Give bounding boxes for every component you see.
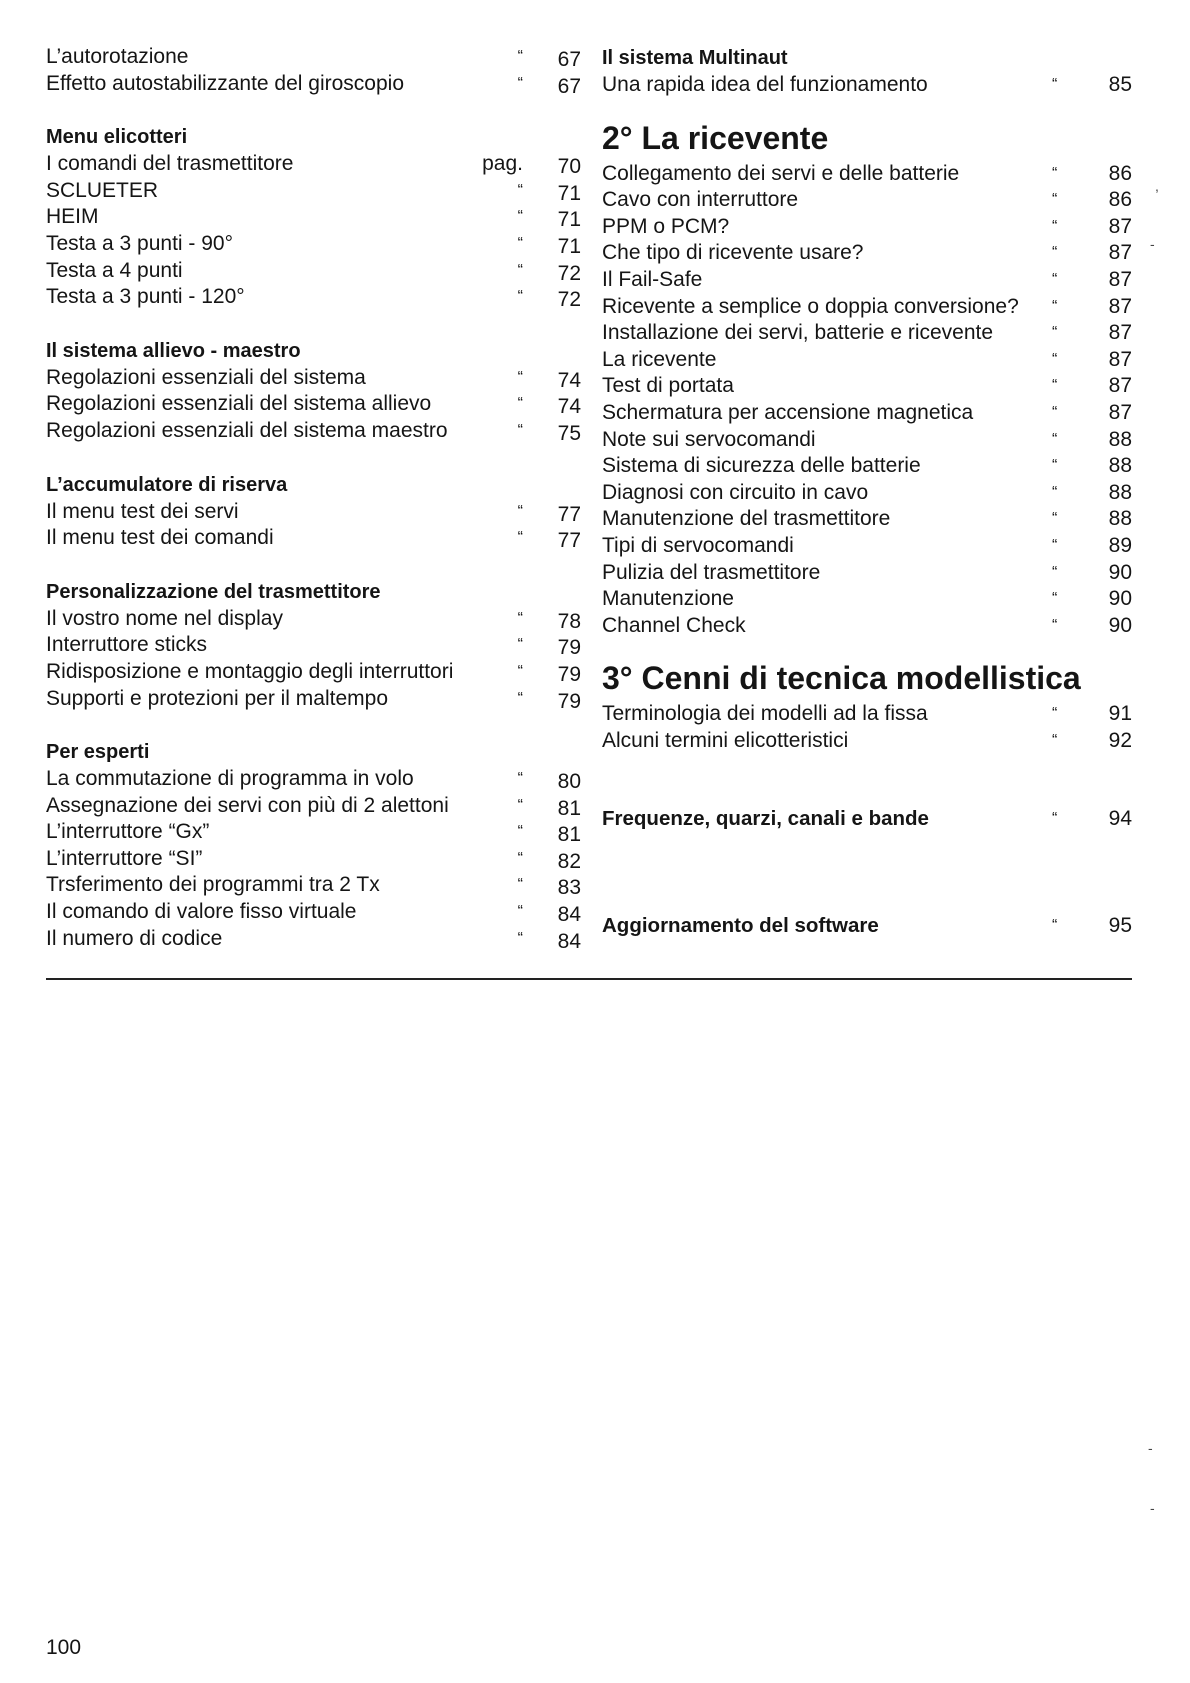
toc-entry-title: Cavo con interruttore	[602, 188, 799, 212]
toc-entry-title: Supporti e protezioni per il maltempo	[46, 686, 389, 710]
toc-entry-page: 71	[557, 234, 581, 258]
toc-entry-title: Il Fail-Safe	[602, 267, 703, 291]
toc-entry-title: Regolazioni essenziali del sistema allievo	[46, 392, 432, 416]
toc-entry-page: 77	[557, 529, 581, 553]
ditto-mark: “	[1052, 350, 1058, 368]
toc-entry-title: L’autorotazione	[46, 45, 189, 68]
toc-entry[interactable]	[602, 427, 1142, 454]
toc-entry[interactable]	[46, 284, 581, 311]
toc-entry-page: 88	[1108, 507, 1132, 531]
toc-entry[interactable]	[46, 632, 581, 659]
toc-entry[interactable]	[602, 240, 1142, 267]
toc-entry-page: 84	[557, 903, 581, 927]
toc-section-menu-elicotteri	[46, 123, 581, 311]
toc-entry-page: 95	[1108, 914, 1132, 938]
ditto-mark: “	[1052, 917, 1058, 935]
toc-entry-page: 67	[557, 48, 581, 71]
toc-entry[interactable]	[46, 391, 581, 418]
ditto-mark: “	[517, 529, 523, 547]
toc-entry-page: 71	[557, 181, 581, 205]
toc-entry-title: L’interruttore “SI”	[46, 846, 203, 870]
ditto-mark: “	[517, 823, 523, 841]
toc-entry[interactable]	[602, 560, 1142, 587]
toc-entry-title: Il numero di codice	[46, 926, 223, 950]
toc-entry-title: Manutenzione	[602, 587, 734, 611]
toc-entry-page: 78	[557, 609, 581, 633]
toc-entry-title: Effetto autostabilizzante del giroscopio	[46, 71, 405, 95]
ditto-mark: “	[517, 368, 523, 386]
toc-entry-title: Il menu test dei comandi	[46, 526, 274, 550]
toc-entry-title: Il comando di valore fisso virtuale	[46, 900, 357, 924]
ditto-mark: “	[517, 849, 523, 867]
toc-entry-title: L’interruttore “Gx”	[46, 820, 210, 844]
ditto-mark: “	[517, 234, 523, 252]
toc-entry[interactable]	[602, 294, 1142, 321]
toc-entry-page: 74	[557, 395, 581, 419]
toc-entry-page: 87	[1108, 321, 1132, 345]
scan-speck: -	[1148, 1440, 1153, 1456]
toc-entry[interactable]	[602, 400, 1142, 427]
toc-entry[interactable]	[46, 793, 581, 820]
toc-entry[interactable]	[602, 267, 1142, 294]
toc-entry[interactable]	[602, 728, 1142, 755]
page-number: 100	[46, 1636, 82, 1659]
toc-entry-page: 89	[1108, 533, 1132, 557]
toc-entry-page: 79	[557, 636, 581, 660]
toc-entry-title: Trsferimento dei programmi tra 2 Tx	[46, 873, 380, 897]
toc-entry-title: SCLUETER	[46, 178, 159, 202]
ditto-mark: “	[1052, 217, 1058, 235]
ditto-mark: “	[517, 288, 523, 306]
ditto-mark: “	[517, 261, 523, 279]
toc-entry-page: 87	[1108, 347, 1132, 371]
ditto-mark: “	[517, 636, 523, 654]
toc-entry-title: Il vostro nome nel display	[46, 606, 283, 630]
toc-entry[interactable]	[46, 44, 581, 71]
toc-entry[interactable]	[46, 151, 581, 178]
toc-entry-page: 90	[1108, 560, 1132, 584]
toc-entry-page: 87	[1108, 214, 1132, 238]
toc-entry-page: 90	[1108, 613, 1132, 637]
toc-entry-page: 88	[1108, 427, 1132, 451]
toc-entry[interactable]	[46, 178, 581, 205]
toc-entry-title: Regolazioni essenziali del sistema maestro	[46, 418, 448, 442]
toc-entry-page: 85	[1108, 73, 1132, 96]
ditto-mark: “	[1052, 457, 1058, 475]
toc-entry[interactable]	[602, 347, 1142, 374]
toc-entry-page: 81	[557, 823, 581, 847]
ditto-mark: “	[517, 208, 523, 226]
section-heading: Personalizzazione del trasmettitore	[46, 580, 381, 603]
toc-entry-title: Testa a 3 punti - 90°	[46, 231, 234, 255]
ditto-mark: “	[517, 74, 523, 92]
ditto-mark: “	[517, 609, 523, 627]
ditto-mark: “	[517, 689, 523, 707]
ditto-mark: “	[1052, 590, 1058, 608]
ditto-mark: “	[1052, 430, 1058, 448]
bottom-rule	[46, 978, 1132, 980]
toc-entry-title: Regolazioni essenziali del sistema	[46, 365, 366, 389]
ditto-mark: “	[517, 876, 523, 894]
toc-chapter-tecnica	[602, 655, 1142, 754]
ditto-mark: “	[517, 502, 523, 520]
ditto-mark: “	[1052, 244, 1058, 262]
toc-entry[interactable]	[46, 659, 581, 686]
ditto-mark: “	[517, 903, 523, 921]
toc-entry-page: 67	[557, 74, 581, 98]
ditto-mark: “	[1052, 297, 1058, 315]
toc-entry-software[interactable]	[602, 913, 1142, 940]
toc-entry-page: 92	[1108, 728, 1132, 752]
toc-entry-page: 82	[557, 849, 581, 873]
ditto-mark: “	[1052, 483, 1058, 501]
toc-entry[interactable]	[602, 533, 1142, 560]
toc-entry-title: PPM o PCM?	[602, 214, 730, 238]
toc-entry-page: 70	[557, 155, 581, 179]
toc-entry-title: I comandi del trasmettitore	[46, 152, 294, 176]
toc-entry-title: Testa a 3 punti - 120°	[46, 285, 245, 309]
ditto-mark: “	[1052, 705, 1058, 723]
right-toc-column	[602, 44, 1142, 940]
toc-entry-title: HEIM	[46, 205, 99, 229]
toc-entry[interactable]	[46, 846, 581, 873]
toc-entry-page: 88	[1108, 480, 1132, 504]
toc-entry-page: 91	[1108, 702, 1132, 726]
toc-entry-title: Alcuni termini elicotteristici	[602, 728, 849, 752]
toc-entry-page: 88	[1108, 454, 1132, 478]
toc-entry-title: La ricevente	[602, 347, 717, 371]
toc-chapter-ricevente	[602, 115, 1142, 640]
toc-entry-title: Collegamento dei servi e delle batterie	[602, 161, 960, 185]
toc-entry[interactable]	[602, 72, 1142, 99]
toc-entry-page: 79	[557, 689, 581, 713]
toc-entry-page: 80	[557, 770, 581, 794]
toc-entry-page: 75	[557, 421, 581, 445]
toc-section-allievo-maestro	[46, 337, 581, 445]
ditto-mark: “	[1052, 191, 1058, 209]
toc-entry[interactable]	[46, 418, 581, 445]
toc-entry-title: Channel Check	[602, 613, 746, 637]
toc-entry-page: 79	[557, 662, 581, 686]
toc-entry-page: 87	[1108, 267, 1132, 291]
toc-entry-page: 86	[1108, 161, 1132, 185]
toc-entry-page: 71	[557, 208, 581, 232]
ditto-mark: “	[517, 796, 523, 814]
ditto-mark: “	[1052, 377, 1058, 395]
ditto-mark: “	[517, 929, 523, 947]
ditto-mark: “	[517, 181, 523, 199]
toc-entry[interactable]	[46, 258, 581, 285]
toc-entry[interactable]	[46, 819, 581, 846]
toc-entry-page: 87	[1108, 241, 1132, 265]
toc-entry[interactable]	[602, 613, 1142, 640]
ditto-mark: “	[1052, 616, 1058, 634]
ditto-mark: “	[1052, 563, 1058, 581]
toc-entry[interactable]	[46, 606, 581, 633]
toc-entry[interactable]	[602, 320, 1142, 347]
toc-entry-title: Schermatura per accensione magnetica	[602, 400, 974, 424]
toc-entry[interactable]	[602, 480, 1142, 507]
toc-entry-title: Diagnosi con circuito in cavo	[602, 480, 869, 504]
toc-entry-title: Sistema di sicurezza delle batterie	[602, 454, 921, 478]
toc-entry-page: 90	[1108, 587, 1132, 611]
section-heading: L’accumulatore di riserva	[46, 473, 288, 496]
toc-entry-page: 74	[557, 368, 581, 392]
toc-entry-title: Che tipo di ricevente usare?	[602, 241, 864, 265]
toc-entry-title: Pulizia del trasmettitore	[602, 560, 821, 584]
section-heading: Per esperti	[46, 741, 150, 764]
toc-section-personalizzazione	[46, 578, 581, 712]
toc-entry-title: Ricevente a semplice o doppia conversione?	[602, 294, 1019, 318]
toc-entry[interactable]	[602, 373, 1142, 400]
toc-entry-page: 77	[557, 502, 581, 526]
toc-entry-page: 87	[1108, 374, 1132, 398]
ditto-mark: “	[1052, 270, 1058, 288]
ditto-mark: “	[1052, 510, 1058, 528]
toc-entry[interactable]	[46, 525, 581, 552]
toc-entry-frequenze[interactable]	[602, 806, 1142, 833]
toc-section-multinaut	[602, 44, 1142, 99]
toc-entry-page: 94	[1108, 807, 1132, 831]
toc-entry-title: Frequenze, quarzi, canali e bande	[602, 807, 929, 831]
toc-entry-title: Tipi di servocomandi	[602, 533, 794, 557]
toc-entry-title: Il menu test dei servi	[46, 499, 239, 523]
ditto-mark: “	[1052, 403, 1058, 421]
ditto-mark: “	[1052, 536, 1058, 554]
toc-entry[interactable]	[46, 71, 581, 98]
toc-entry-title: Terminologia dei modelli ad la fissa	[602, 702, 928, 726]
toc-entry-title: Manutenzione del trasmettitore	[602, 507, 891, 531]
toc-entry-page: 83	[557, 876, 581, 900]
toc-entry-page: 72	[557, 288, 581, 312]
toc-section-accumulatore	[46, 471, 581, 552]
toc-entry-title: Interruttore sticks	[46, 633, 208, 657]
ditto-mark: “	[517, 770, 523, 788]
toc-entry-title: La commutazione di programma in volo	[46, 767, 414, 791]
toc-entry[interactable]	[602, 586, 1142, 613]
toc-entry[interactable]	[46, 231, 581, 258]
scan-speck: -	[1150, 236, 1155, 252]
scan-speck: -	[1150, 1500, 1155, 1516]
section-heading: Il sistema allievo - maestro	[46, 339, 301, 362]
toc-entry[interactable]	[602, 506, 1142, 533]
toc-entry-title: Ridisposizione e montaggio degli interruttori	[46, 659, 454, 683]
toc-entry[interactable]	[46, 926, 581, 953]
toc-entry[interactable]	[46, 204, 581, 231]
toc-entry-title: Una rapida idea del funzionamento	[602, 73, 928, 96]
toc-entry-title: Note sui servocomandi	[602, 427, 816, 451]
page-abbrev: pag.	[482, 152, 523, 176]
ditto-mark: “	[1052, 76, 1058, 93]
toc-entry-page: 81	[557, 796, 581, 820]
toc-entry-title: Testa a 4 punti	[46, 258, 183, 282]
chapter-heading: 2° La ricevente	[602, 119, 829, 156]
ditto-mark: “	[517, 421, 523, 439]
toc-entry-page: 84	[557, 929, 581, 953]
toc-entry[interactable]	[602, 161, 1142, 188]
toc-entry-title: Test di portata	[602, 374, 734, 398]
ditto-mark: “	[517, 48, 523, 65]
toc-entry-title: Assegnazione dei servi con più di 2 alettoni	[46, 793, 449, 817]
chapter-heading: 3° Cenni di tecnica modellistica	[602, 660, 1081, 697]
toc-entry[interactable]	[46, 899, 581, 926]
toc-entry[interactable]	[46, 766, 581, 793]
toc-entry-page: 87	[1108, 400, 1132, 424]
section-heading: Il sistema Multinaut	[602, 47, 788, 69]
toc-entry-title: Installazione dei servi, batterie e ricevente	[602, 321, 994, 345]
toc-entry[interactable]	[46, 686, 581, 713]
left-toc-column	[46, 44, 581, 952]
scan-speck: ,	[1155, 178, 1159, 194]
toc-entry[interactable]	[46, 872, 581, 899]
toc-entry-page: 87	[1108, 294, 1132, 318]
ditto-mark: “	[517, 395, 523, 413]
section-heading: Menu elicotteri	[46, 126, 188, 149]
ditto-mark: “	[517, 662, 523, 680]
toc-entry[interactable]	[602, 214, 1142, 241]
toc-entry[interactable]	[602, 187, 1142, 214]
ditto-mark: “	[1052, 164, 1058, 182]
ditto-mark: “	[1052, 324, 1058, 342]
toc-entry[interactable]	[46, 365, 581, 392]
toc-entry[interactable]	[602, 453, 1142, 480]
ditto-mark: “	[1052, 810, 1058, 828]
toc-entry[interactable]	[46, 499, 581, 526]
ditto-mark: “	[1052, 731, 1058, 749]
toc-entry[interactable]	[602, 701, 1142, 728]
toc-entry-page: 72	[557, 261, 581, 285]
toc-section-per-esperti	[46, 738, 581, 952]
toc-entry-page: 86	[1108, 188, 1132, 212]
toc-entry-title: Aggiornamento del software	[602, 914, 879, 938]
